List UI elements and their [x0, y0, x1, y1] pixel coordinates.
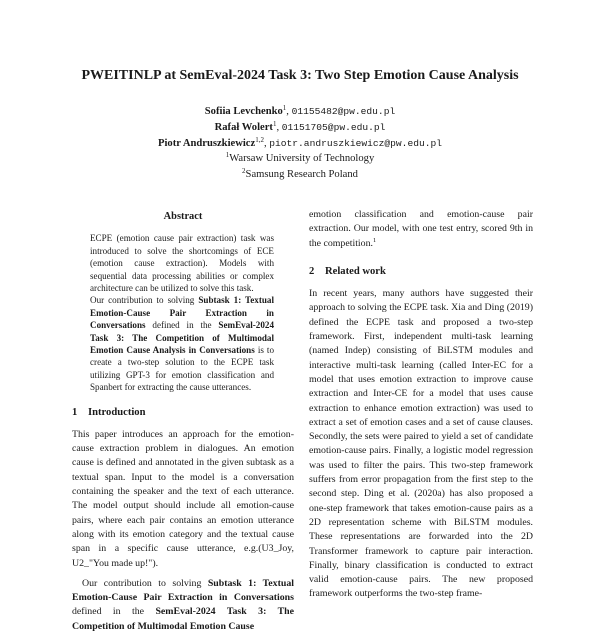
author-affiliation: 1,2 [255, 135, 264, 144]
author-name: Sofiia Levchenko [204, 106, 283, 117]
related-work-paragraph: In recent years, many authors have suggested their approach to solving the ECPE task. Xia and Ding (2019) defined the ECPE task and proposed a two-step framework. First, independent multi-task learning (named Indep) consisting of BiLSTM modules and interactive multi-task learning (called Inter-EC for a model that uses emotion extraction to improve cause extraction and Inter-CE for a model that uses cause extraction to enhance emotion extraction) was used to extract a set of emotion cases and a set of cause clauses. Secondly, the sets were paired to yield a set of candidate emotion-cause pairs. Finally, a logistic model regression was used to filter the pairs. This two-step framework suffers from error propagation from the first step to the second step. Ding et al. (2020a) has also proposed a one-step framework that takes emotion-cause pairs as a 2D representation scheme with BiLSTM modules. These representations are forwarded into the 2D Transformer framework to capture pair interaction. Finally, binary classification is conducted to extract valid emotion-cause pairs. The new proposed framework outperforms the two-step frame- [309, 288, 533, 600]
section-number: 2 [309, 265, 315, 277]
section-title: Related work [325, 265, 386, 277]
author-block [0, 104, 600, 183]
author-email: 01151705@pw.edu.pl [281, 121, 386, 133]
affiliation-number: 2 [242, 167, 246, 176]
section-heading-introduction [72, 406, 294, 420]
affiliation-line [0, 167, 600, 183]
author-line: Sofiia Levchenko$^1$, 01155482@pw.edu.pl [204, 104, 396, 117]
abstract-body [90, 232, 274, 393]
intro-paragraph: This paper introduces an approach for the emotion-cause extraction problem in dialogues. An emotion cause is defined and annotated in the given subtask as a textual span. Input to the model is a conversation containing the speaker and the text of each utterance. The model output should include all emotion-cause pairs, where each pair contains an emotion utterance along with its emotion category and the textual cause span in a specific cause utterance, e.g.(U3_Joy, U2_"You made up!"). [72, 428, 294, 569]
right-column [309, 208, 533, 602]
section-title: Introduction [88, 406, 146, 418]
abstract-paragraph: Our contribution to solving Subtask 1: Textual Emotion-Cause Pair Extraction in Conversations defined in the SemEval-2024 Task 3: The Competition of Multimodal Emotion Cause Analysis in Conversations is to create a two-step solution to the ECPE task utilizing GPT-3 for emotion classification and Spanbert for extracting the cause utterances. [90, 295, 275, 393]
author-affiliation: 1 [282, 104, 287, 112]
author-email: piotr.andruszkiewicz@pw.edu.pl [269, 137, 442, 149]
left-column [72, 210, 294, 634]
author-email: 01155482@pw.edu.pl [291, 106, 396, 117]
author-line: Rafał Wolert$^1$, 01151705@pw.edu.pl [214, 119, 386, 133]
contribution-paragraph: emotion classification and emotion-cause pair extraction. Our model, with one test entry, scored 9th in the competition.$^1$ [309, 209, 533, 249]
intro-paragraph: Our contribution to solving Subtask 1: Textual Emotion-Cause Pair Extraction in Conversations defined in the SemEval-2024 Task 3: The Competition of Multimodal Emotion Cause [72, 577, 294, 632]
abstract-heading: Abstract [163, 211, 203, 222]
paper-title: PWEITINLP at SemEval-2024 Task 3: Two Step Emotion Cause Analysis [81, 68, 519, 83]
affiliation-number: 1 [225, 151, 230, 160]
affiliation-line [0, 151, 600, 167]
affiliation-name: Warsaw University of Technology [229, 153, 375, 165]
affiliation-name: Samsung Research Poland [245, 169, 358, 181]
section-heading-related-work [309, 265, 533, 279]
author-line: Piotr Andruszkiewicz$^{1,2}$, piotr.andruszkiewicz@pw.edu.pl [158, 135, 442, 149]
footnote-marker: 1 [372, 236, 377, 244]
author-name: Piotr Andruszkiewicz [158, 137, 256, 149]
author-name: Rafał Wolert [214, 121, 273, 133]
author-affiliation: 1 [272, 119, 277, 128]
section-number: 1 [72, 406, 78, 418]
abstract-paragraph: ECPE (emotion cause pair extraction) task was introduced to solve the shortcomings of ECE (emotion cause extraction). Models with sequential data processing abilities or complex architecture can be utilized to solve this task. [90, 233, 274, 293]
